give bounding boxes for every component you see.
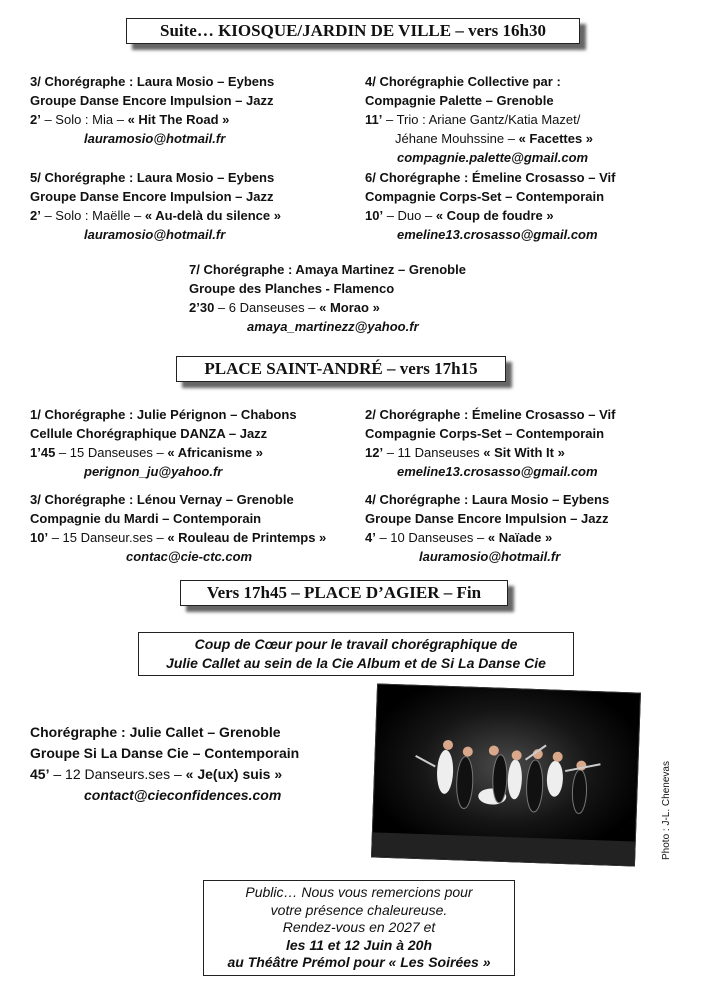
entry-email: lauramosio@hotmail.fr xyxy=(84,227,226,242)
coup-de-coeur-line1: Coup de Cœur pour le travail chorégraphique de xyxy=(194,636,518,652)
entry-email: contac@cie-ctc.com xyxy=(126,549,253,564)
entry-callet xyxy=(30,722,299,806)
section-header-kiosque: Suite… KIOSQUE/JARDIN DE VILLE – vers 16h30 xyxy=(126,18,580,44)
entry-email: amaya_martinezz@yahoo.fr xyxy=(247,319,419,334)
entry-kiosque-4 xyxy=(365,72,593,167)
dancers-illustration xyxy=(372,684,640,865)
entry-group: Groupe des Planches - Flamenco xyxy=(189,281,395,296)
entry-email: lauramosio@hotmail.fr xyxy=(419,549,561,564)
entry-choreographer: 4/ Chorégraphie Collective par : xyxy=(365,74,561,89)
entry-choreographer: 5/ Chorégraphe : Laura Mosio – Eybens xyxy=(30,170,275,185)
entry-piece: 45’ – 12 Danseurs.ses – « Je(ux) suis » xyxy=(30,766,283,782)
closing-line4: les 11 et 12 Juin à 20h xyxy=(285,936,433,953)
section-header-saint-andre: PLACE SAINT-ANDRÉ – vers 17h15 xyxy=(176,356,506,382)
entry-group: Groupe Danse Encore Impulsion – Jazz xyxy=(30,189,274,204)
entry-kiosque-5 xyxy=(30,168,281,244)
coup-de-coeur-line2: Julie Callet au sein de la Cie Album et de Si La Danse Cie xyxy=(166,655,546,671)
entry-email: emeline13.crosasso@gmail.com xyxy=(397,227,598,242)
entry-choreographer: 7/ Chorégraphe : Amaya Martinez – Grenoble xyxy=(189,262,466,277)
entry-saint-andre-1 xyxy=(30,405,297,481)
entry-group: Cellule Chorégraphique DANZA – Jazz xyxy=(30,426,268,441)
entry-group: Compagnie Corps-Set – Contemporain xyxy=(365,426,605,441)
entry-kiosque-7 xyxy=(189,260,466,336)
entry-piece-cont: Jéhane Mouhssine – « Facettes » xyxy=(395,131,594,146)
photo-credit: Photo : J-L. Chenevas xyxy=(661,761,672,860)
entry-piece: 10’ – Duo – « Coup de foudre » xyxy=(365,208,554,223)
entry-kiosque-6 xyxy=(365,168,615,244)
dance-performance-photo xyxy=(371,683,641,866)
entry-group: Compagnie Palette – Grenoble xyxy=(365,93,554,108)
entry-piece: 12’ – 11 Danseuses « Sit With It » xyxy=(365,445,565,460)
entry-group: Compagnie du Mardi – Contemporain xyxy=(30,511,262,526)
entry-choreographer: 2/ Chorégraphe : Émeline Crosasso – Vif xyxy=(365,407,616,422)
entry-saint-andre-2 xyxy=(365,405,615,481)
closing-line1: Public… Nous vous remercions pour xyxy=(245,884,473,900)
entry-piece: 2’ – Solo : Mia – « Hit The Road » xyxy=(30,112,230,127)
closing-line3: Rendez-vous en 2027 et xyxy=(282,919,436,935)
entry-piece: 2’30 – 6 Danseuses – « Morao » xyxy=(189,300,380,315)
entry-email: perignon_ju@yahoo.fr xyxy=(84,464,223,479)
entry-email: lauramosio@hotmail.fr xyxy=(84,131,226,146)
entry-piece: 2’ – Solo : Maëlle – « Au-delà du silence » xyxy=(30,208,281,223)
entry-choreographer: 1/ Chorégraphe : Julie Pérignon – Chabons xyxy=(30,407,297,422)
entry-group: Compagnie Corps-Set – Contemporain xyxy=(365,189,605,204)
entry-group: Groupe Danse Encore Impulsion – Jazz xyxy=(365,511,609,526)
entry-group: Groupe Si La Danse Cie – Contemporain xyxy=(30,745,300,761)
entry-email: emeline13.crosasso@gmail.com xyxy=(397,464,598,479)
entry-choreographer: 4/ Chorégraphe : Laura Mosio – Eybens xyxy=(365,492,610,507)
entry-choreographer: Chorégraphe : Julie Callet – Grenoble xyxy=(30,724,281,740)
entry-choreographer: 3/ Chorégraphe : Lénou Vernay – Grenoble xyxy=(30,492,294,507)
entry-choreographer: 3/ Chorégraphe : Laura Mosio – Eybens xyxy=(30,74,275,89)
entry-email: contact@cieconfidences.com xyxy=(84,787,282,803)
entry-piece: 4’ – 10 Danseuses – « Naïade » xyxy=(365,530,553,545)
coup-de-coeur-box xyxy=(138,632,574,676)
closing-line2: votre présence chaleureuse. xyxy=(270,901,448,918)
entry-group: Groupe Danse Encore Impulsion – Jazz xyxy=(30,93,274,108)
entry-piece: 1’45 – 15 Danseuses – « Africanisme » xyxy=(30,445,263,460)
entry-saint-andre-3 xyxy=(30,490,326,566)
section-header-agier: Vers 17h45 – PLACE D’AGIER – Fin xyxy=(180,580,508,606)
closing-box xyxy=(203,880,515,976)
entry-email: compagnie.palette@gmail.com xyxy=(397,150,589,165)
entry-piece: 10’ – 15 Danseur.ses – « Rouleau de Printemps » xyxy=(30,530,327,545)
entry-kiosque-3 xyxy=(30,72,274,148)
entry-saint-andre-4 xyxy=(365,490,609,566)
entry-choreographer: 6/ Chorégraphe : Émeline Crosasso – Vif xyxy=(365,170,616,185)
entry-piece: 11’ – Trio : Ariane Gantz/Katia Mazet/ xyxy=(365,112,581,127)
closing-line5: au Théâtre Prémol pour « Les Soirées » xyxy=(227,954,491,970)
